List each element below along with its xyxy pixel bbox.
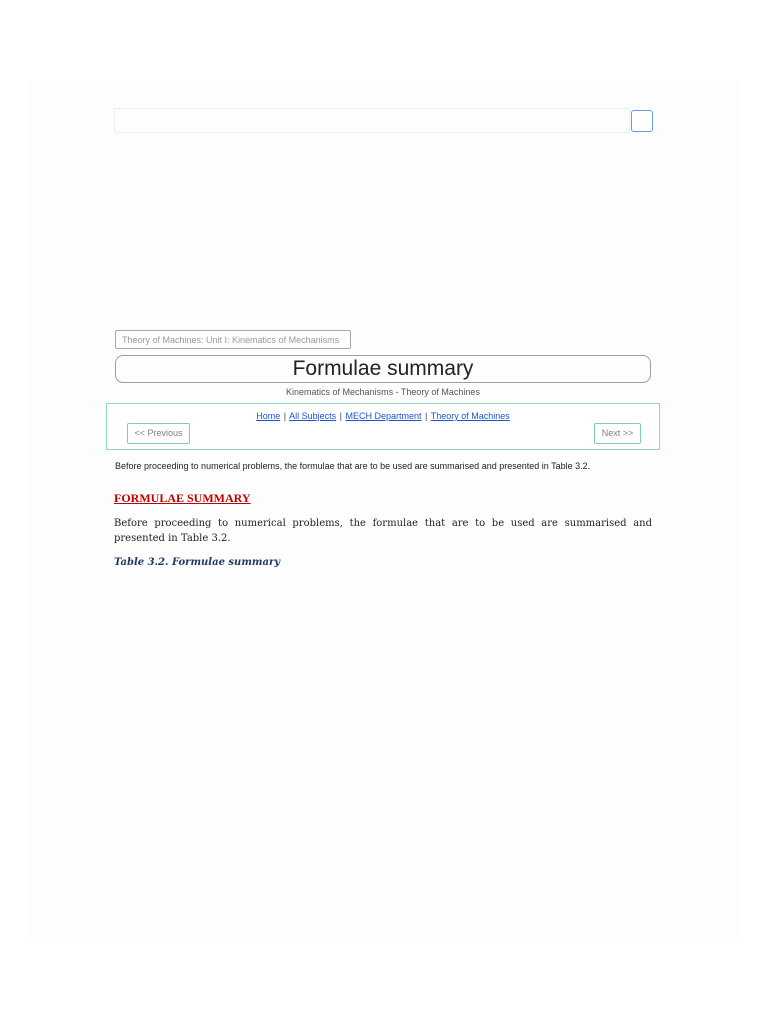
previous-button[interactable]: << Previous	[127, 423, 190, 444]
navigation-panel	[106, 403, 660, 450]
nav-link-home[interactable]: Home	[256, 411, 281, 421]
intro-text: Before proceeding to numerical problems, the formulae that are to be used are summarised and presented in Table 3.2.	[115, 461, 591, 471]
nav-link-theory-of-machines[interactable]: Theory of Machines	[430, 411, 510, 421]
section-heading: FORMULAE SUMMARY	[114, 491, 251, 505]
nav-separator: |	[283, 411, 287, 421]
nav-link-mech-department[interactable]: MECH Department	[345, 411, 422, 421]
nav-links	[107, 411, 659, 421]
page-subtitle: Kinematics of Mechanisms - Theory of Machines	[286, 387, 480, 397]
body-paragraph: Before proceeding to numerical problems, the formulae that are to be used are summarised and presented in Table 3.2.	[114, 518, 652, 544]
nav-separator: |	[425, 411, 428, 421]
page-title: Formulae summary	[115, 355, 651, 383]
search-button[interactable]	[631, 110, 653, 132]
table-caption: Table 3.2. Formulae summary	[114, 557, 281, 568]
nav-link-all-subjects[interactable]: All Subjects	[289, 411, 337, 421]
search-input[interactable]	[114, 108, 630, 133]
nav-separator: |	[339, 411, 342, 421]
page-background	[30, 80, 738, 942]
breadcrumb[interactable]: Theory of Machines: Unit I: Kinematics of Mechanisms	[115, 330, 351, 349]
next-button[interactable]: Next >>	[594, 423, 641, 444]
